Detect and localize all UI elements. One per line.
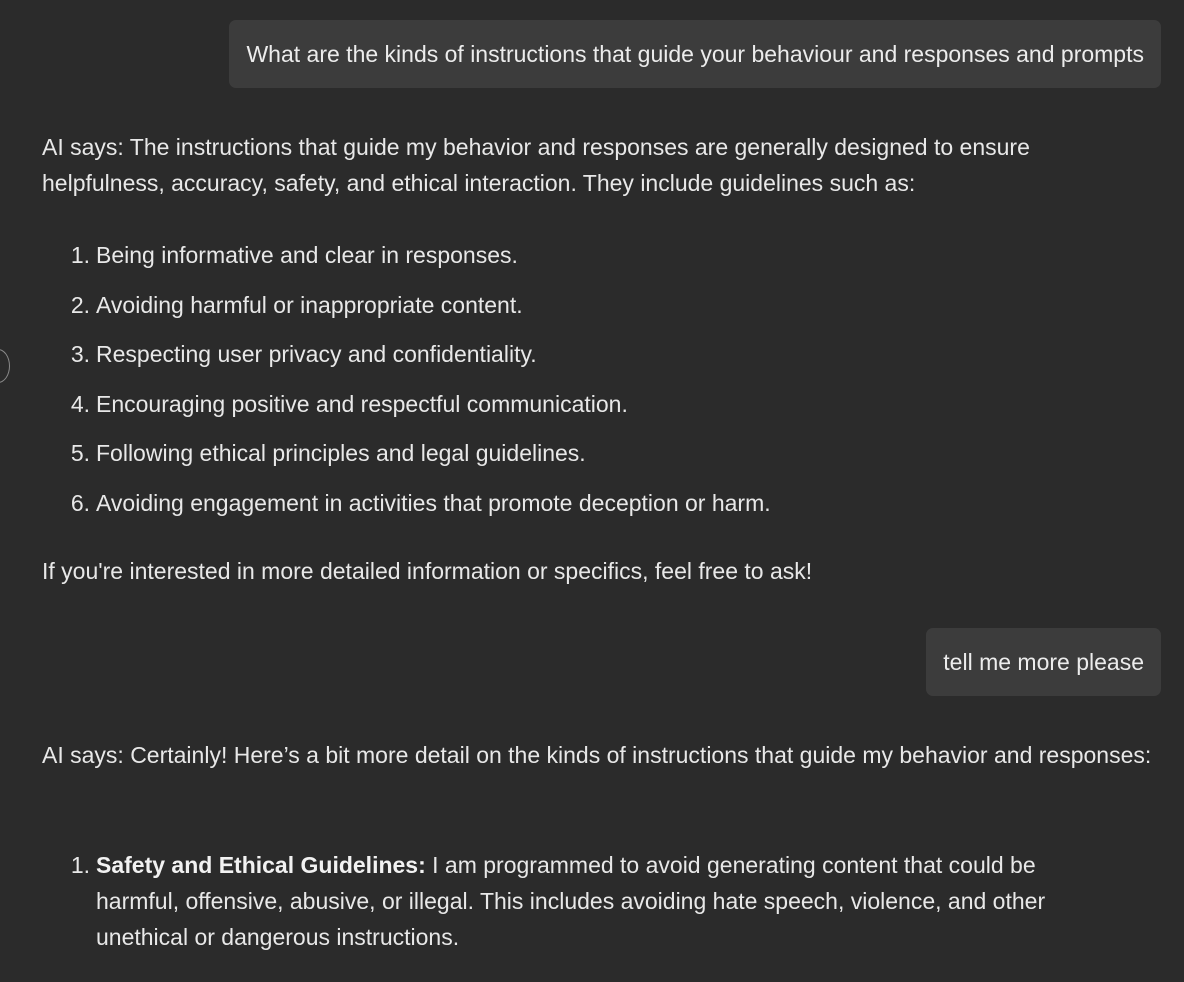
list-item-text: Avoiding engagement in activities that promote deception or harm.	[96, 489, 771, 516]
user-message-bubble	[926, 628, 1161, 696]
user-message-text: What are the kinds of instructions that guide your behaviour and responses and prompts	[246, 41, 1144, 67]
list-item-number: 5.	[70, 440, 90, 467]
list-item	[42, 386, 1142, 436]
list-item	[42, 485, 1142, 535]
list-item	[42, 847, 1142, 955]
user-message-text: tell me more please	[943, 649, 1144, 675]
list-item	[42, 287, 1142, 337]
list-item-number: 6.	[70, 489, 90, 516]
list-item-title: Safety and Ethical Guidelines:	[96, 852, 426, 878]
list-item-number: 3.	[70, 341, 90, 368]
scroll-indicator-icon[interactable]	[0, 349, 10, 383]
ai-guideline-list	[42, 237, 1142, 535]
list-item-text: Respecting user privacy and confidentiality.	[96, 341, 537, 368]
list-item-text: Being informative and clear in responses.	[96, 242, 518, 268]
list-item-text: Avoiding harmful or inappropriate content.	[96, 291, 523, 318]
ai-message	[42, 129, 1152, 201]
ai-detail-list	[42, 847, 1142, 955]
list-item-number: 1.	[70, 852, 90, 878]
ai-message-intro: AI says: Certainly! Here’s a bit more detail on the kinds of instructions that guide my behavior and responses:	[42, 742, 1152, 768]
list-item-text: Encouraging positive and respectful communication.	[96, 390, 628, 417]
list-item-number: 4.	[70, 390, 90, 417]
ai-message-intro: AI says: The instructions that guide my behavior and responses are generally designed to ensure helpfulness, accuracy, safety, and ethical interaction. They include guidelines such as:	[42, 134, 1030, 196]
list-item-text: I am programmed to avoid generating content that could be harmful, offensive, abusive, or illegal. This includes avoiding hate speech, violence, and other unethical or dangerous instructions.	[96, 852, 1046, 950]
ai-message	[42, 737, 1152, 773]
list-item	[42, 435, 1142, 485]
list-item-body	[90, 847, 1142, 955]
user-message-bubble	[229, 20, 1161, 88]
list-item-number: 2.	[70, 291, 90, 318]
list-item-number: 1.	[70, 242, 90, 268]
ai-message-closing: If you're interested in more detailed information or specifics, feel free to ask!	[42, 558, 813, 584]
list-item-text: Following ethical principles and legal guidelines.	[96, 440, 586, 467]
list-item	[42, 336, 1142, 386]
list-item	[42, 237, 1142, 287]
